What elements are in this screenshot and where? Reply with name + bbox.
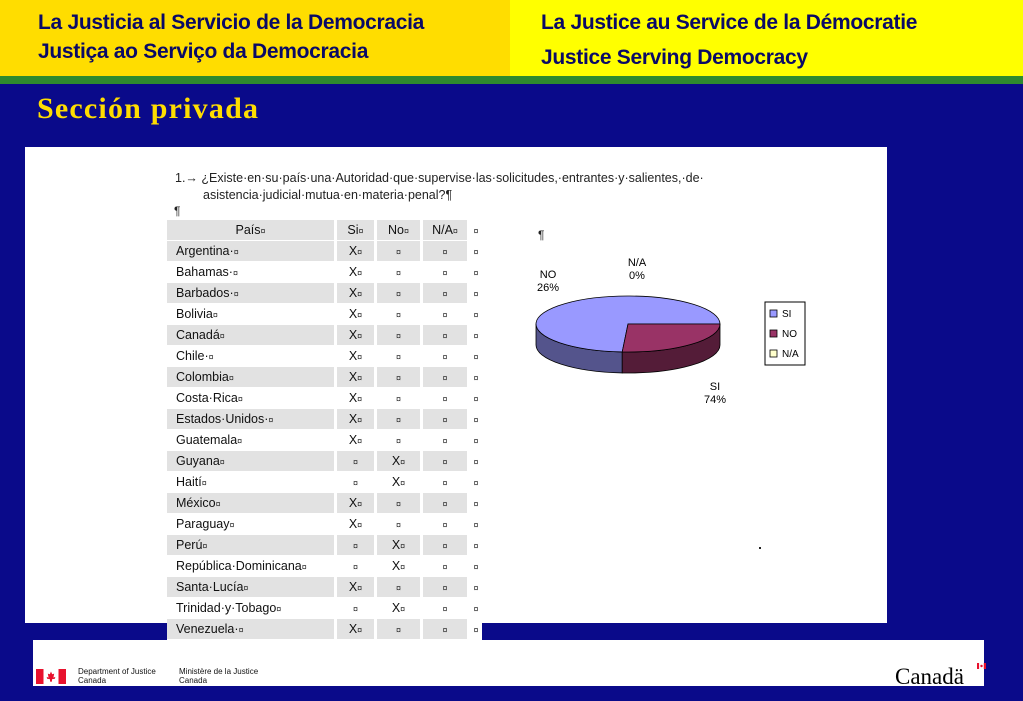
cell-si: X¤ <box>336 325 376 346</box>
cell-si: X¤ <box>336 430 376 451</box>
cell-na: ¤ <box>422 451 469 472</box>
cell-country: Bolivia¤ <box>167 304 336 325</box>
cell-no: ¤ <box>376 430 422 451</box>
cell-si: X¤ <box>336 241 376 262</box>
banner-divider <box>0 76 1023 84</box>
legend-swatch <box>770 350 777 357</box>
cell-si: X¤ <box>336 514 376 535</box>
cell-na: ¤ <box>422 430 469 451</box>
cell-na: ¤ <box>422 556 469 577</box>
cell-na: ¤ <box>422 598 469 619</box>
header-banner <box>0 0 1023 76</box>
cell-no: ¤ <box>376 325 422 346</box>
banner-spanish-line: La Justicia al Servicio de la Democracia <box>38 11 425 34</box>
table-row <box>167 535 482 556</box>
pilcrow-mark: ¶ <box>538 228 545 242</box>
legend-label: NO <box>782 329 797 340</box>
row-end-mark: ¤ <box>469 409 483 430</box>
table-row <box>167 325 482 346</box>
table-row <box>167 388 482 409</box>
cell-na: ¤ <box>422 472 469 493</box>
cell-si: X¤ <box>336 409 376 430</box>
pie-chart <box>520 242 820 442</box>
row-end-mark: ¤ <box>469 556 483 577</box>
banner-french-line: La Justice au Service de la Démocratie <box>541 11 918 34</box>
cell-si: ¤ <box>336 472 376 493</box>
cell-na: ¤ <box>422 283 469 304</box>
table-row <box>167 304 482 325</box>
cell-no: X¤ <box>376 556 422 577</box>
pilcrow-mark: ¶ <box>174 204 181 218</box>
table-row <box>167 430 482 451</box>
header-na: N/A¤ <box>422 220 469 241</box>
row-end-mark: ¤ <box>469 304 483 325</box>
cell-na: ¤ <box>422 619 469 640</box>
cell-na: ¤ <box>422 262 469 283</box>
row-end-mark: ¤ <box>469 577 483 598</box>
cell-no: X¤ <box>376 472 422 493</box>
cell-si: ¤ <box>336 556 376 577</box>
dept-french: Ministère de la Justice Canada <box>179 667 259 685</box>
cell-no: X¤ <box>376 535 422 556</box>
cell-na: ¤ <box>422 514 469 535</box>
cell-country: Santa·Lucía¤ <box>167 577 336 598</box>
row-end-mark: ¤ <box>469 283 483 304</box>
table-row <box>167 472 482 493</box>
cell-na: ¤ <box>422 577 469 598</box>
cell-country: Haití¤ <box>167 472 336 493</box>
table-row <box>167 283 482 304</box>
cell-no: ¤ <box>376 388 422 409</box>
table-row <box>167 451 482 472</box>
cell-na: ¤ <box>422 409 469 430</box>
wordmark-flag-icon <box>977 663 986 669</box>
cell-no: ¤ <box>376 493 422 514</box>
cell-country: Canadá¤ <box>167 325 336 346</box>
cell-si: ¤ <box>336 451 376 472</box>
cell-si: X¤ <box>336 346 376 367</box>
row-end-mark: ¤ <box>469 619 483 640</box>
data-label-name: N/A <box>627 257 647 269</box>
legend-swatch <box>770 310 777 317</box>
row-end-mark: ¤ <box>469 598 483 619</box>
cell-si: ¤ <box>336 535 376 556</box>
dept-english: Department of Justice Canada <box>78 667 156 685</box>
cell-si: X¤ <box>336 367 376 388</box>
footer-bar <box>33 640 984 689</box>
row-end-mark: ¤ <box>469 451 483 472</box>
cell-country: Guatemala¤ <box>167 430 336 451</box>
table-row <box>167 619 482 640</box>
cell-si: X¤ <box>336 388 376 409</box>
legend-label: SI <box>782 309 792 320</box>
row-end-mark: ¤ <box>469 367 483 388</box>
cell-na: ¤ <box>422 304 469 325</box>
country-answers-table <box>167 220 482 640</box>
cell-country: Paraguay¤ <box>167 514 336 535</box>
cell-si: X¤ <box>336 283 376 304</box>
data-label-value: 74% <box>703 394 727 406</box>
cell-na: ¤ <box>422 367 469 388</box>
cell-country: Venezuela·¤ <box>167 619 336 640</box>
data-label-value: 26% <box>536 282 560 294</box>
cell-na: ¤ <box>422 535 469 556</box>
data-label-name: SI <box>709 381 721 393</box>
cell-no: X¤ <box>376 451 422 472</box>
cell-no: ¤ <box>376 619 422 640</box>
cell-na: ¤ <box>422 388 469 409</box>
cell-country: Trinidad·y·Tobago¤ <box>167 598 336 619</box>
header-si: Si¤ <box>336 220 376 241</box>
cell-country: Bahamas·¤ <box>167 262 336 283</box>
cell-no: ¤ <box>376 262 422 283</box>
cell-no: ¤ <box>376 409 422 430</box>
cell-country: Barbados·¤ <box>167 283 336 304</box>
data-label-value: 0% <box>629 270 645 282</box>
cell-country: Perú¤ <box>167 535 336 556</box>
legend-swatch <box>770 330 777 337</box>
row-end-mark: ¤ <box>469 430 483 451</box>
canada-flag-icon <box>36 669 66 684</box>
table-row <box>167 241 482 262</box>
cell-no: ¤ <box>376 367 422 388</box>
question-text <box>175 170 704 204</box>
table-row <box>167 346 482 367</box>
cell-si: X¤ <box>336 262 376 283</box>
cell-si: X¤ <box>336 619 376 640</box>
cell-na: ¤ <box>422 493 469 514</box>
cell-si: X¤ <box>336 577 376 598</box>
table-header-row <box>167 220 482 241</box>
table-row <box>167 262 482 283</box>
cell-country: Guyana¤ <box>167 451 336 472</box>
row-end-mark: ¤ <box>469 472 483 493</box>
row-end-mark: ¤ <box>469 535 483 556</box>
table-row <box>167 493 482 514</box>
cell-no: ¤ <box>376 514 422 535</box>
table-row <box>167 556 482 577</box>
question-line-1: 1.→ ¿Existe·en·su·país·una·Autoridad·que·supervise·las·solicitudes,·entrantes·y·salientes,·de· <box>175 171 704 185</box>
row-end-mark: ¤ <box>469 388 483 409</box>
cell-country: Estados·Unidos·¤ <box>167 409 336 430</box>
table-row <box>167 577 482 598</box>
row-end-mark: ¤ <box>469 262 483 283</box>
cell-country: Costa·Rica¤ <box>167 388 336 409</box>
cell-country: República·Dominicana¤ <box>167 556 336 577</box>
row-end-mark: ¤ <box>469 346 483 367</box>
header-pais: País¤ <box>167 220 336 241</box>
cell-no: ¤ <box>376 346 422 367</box>
row-end-mark: ¤ <box>469 220 483 241</box>
cell-si: ¤ <box>336 598 376 619</box>
row-end-mark: ¤ <box>469 241 483 262</box>
table-row <box>167 514 482 535</box>
cell-no: ¤ <box>376 577 422 598</box>
cell-si: X¤ <box>336 304 376 325</box>
question-line-2: asistencia·judicial·mutua·en·materia·penal?¶ <box>203 188 453 202</box>
cell-country: Argentina·¤ <box>167 241 336 262</box>
cell-country: Colombia¤ <box>167 367 336 388</box>
cell-country: Chile·¤ <box>167 346 336 367</box>
row-end-mark: ¤ <box>469 514 483 535</box>
header-no: No¤ <box>376 220 422 241</box>
cell-na: ¤ <box>422 325 469 346</box>
cell-no: ¤ <box>376 241 422 262</box>
cell-si: X¤ <box>336 493 376 514</box>
table-body <box>167 241 482 640</box>
row-end-mark: ¤ <box>469 325 483 346</box>
banner-english-line: Justice Serving Democracy <box>541 46 808 69</box>
table-row <box>167 598 482 619</box>
row-end-mark: ¤ <box>469 493 483 514</box>
canada-wordmark: Canadä <box>895 664 964 689</box>
banner-portuguese-line: Justiça ao Serviço da Democracia <box>38 40 369 63</box>
content-panel <box>25 147 887 636</box>
cell-country: México¤ <box>167 493 336 514</box>
table-row <box>167 367 482 388</box>
cell-na: ¤ <box>422 241 469 262</box>
cell-no: ¤ <box>376 283 422 304</box>
table-row <box>167 409 482 430</box>
data-label-name: NO <box>539 269 557 281</box>
cell-na: ¤ <box>422 346 469 367</box>
cell-no: X¤ <box>376 598 422 619</box>
cell-no: ¤ <box>376 304 422 325</box>
page-title: Sección privada <box>37 92 260 125</box>
stray-dot <box>759 547 761 549</box>
legend-label: N/A <box>782 349 799 360</box>
